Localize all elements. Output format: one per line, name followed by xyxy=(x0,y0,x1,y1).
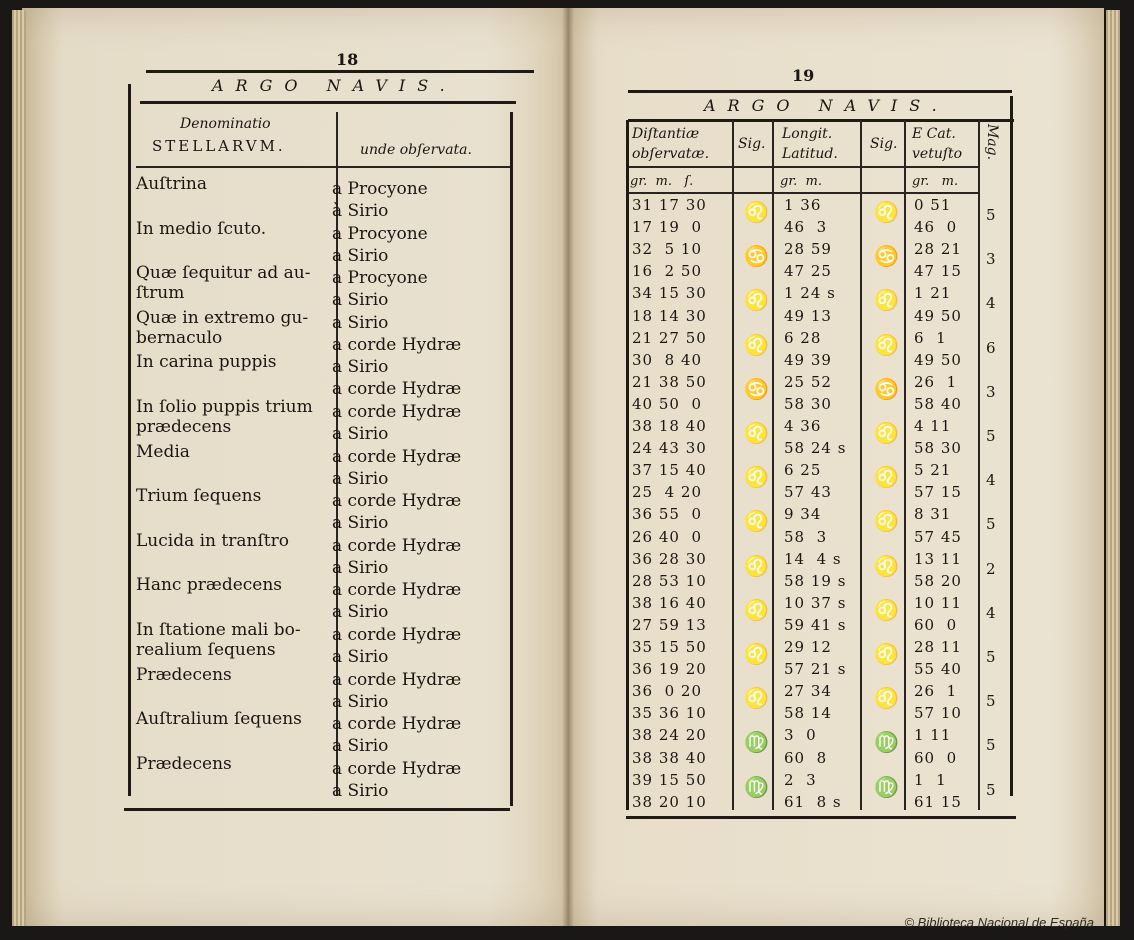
distance-value: 31 17 30 xyxy=(632,196,707,214)
catalog-value: 60 0 xyxy=(914,748,958,767)
zodiac-sign: ♍ xyxy=(744,730,769,755)
longitude-value: 58 30 xyxy=(784,394,832,413)
right-header-sig2: Sig. xyxy=(870,136,898,152)
distance-value: 36 19 20 xyxy=(632,660,707,679)
zodiac-sign: ♍ xyxy=(874,774,899,799)
catalog-value: 57 10 xyxy=(914,704,962,723)
right-divider-4 xyxy=(904,120,906,810)
longitude-value: 2 3 xyxy=(784,770,817,789)
observed-from: a corde Hydræ xyxy=(332,714,462,735)
observed-from: a corde Hydræ xyxy=(332,535,462,556)
distance-value: 32 5 10 xyxy=(632,240,703,259)
catalog-value: 58 40 xyxy=(914,394,962,413)
observed-from: a Sirio xyxy=(332,736,389,757)
distance-value: 40 50 0 xyxy=(632,394,703,413)
right-table-right-border xyxy=(1010,96,1013,796)
longitude-value: 4 36 xyxy=(784,417,822,435)
right-divider-1 xyxy=(732,120,734,810)
distance-value: 36 28 30 xyxy=(632,549,707,568)
right-units-dist: gr. m. ſ. xyxy=(630,174,694,189)
left-header-denominatio: Denominatio xyxy=(180,116,271,132)
observed-from: a corde Hydræ xyxy=(332,402,462,422)
right-header-vetusto: vetuſto xyxy=(912,146,963,162)
catalog-value: 4 11 xyxy=(914,417,952,435)
catalog-value: 49 50 xyxy=(914,350,962,369)
zodiac-sign: ♌ xyxy=(744,332,769,357)
right-header-mag: Mag. xyxy=(984,124,1000,161)
longitude-value: 28 59 xyxy=(784,240,832,259)
right-header-latitud: Latitud. xyxy=(782,146,838,162)
observed-from: a corde Hydræ xyxy=(332,334,462,355)
observed-from: a Sirio xyxy=(332,780,389,801)
observed-from: a corde Hydræ xyxy=(332,379,462,400)
distance-value: 16 2 50 xyxy=(632,262,703,281)
left-header-observata: unde obſervata. xyxy=(360,142,472,158)
observed-from: a Sirio xyxy=(332,602,389,623)
right-header-distantiae: Diſtantiæ xyxy=(632,126,700,142)
longitude-value: 59 41 s xyxy=(784,615,847,634)
observed-from: a Sirio xyxy=(332,468,389,489)
left-page-edge xyxy=(12,10,26,926)
longitude-value: 58 3 xyxy=(784,527,828,546)
longitude-value: 27 34 xyxy=(784,682,832,701)
zodiac-sign: ♌ xyxy=(874,288,899,313)
copyright-notice: © Biblioteca Nacional de España xyxy=(904,915,1094,930)
star-name: In medio ſcuto. xyxy=(136,218,267,239)
magnitude-value: 2 xyxy=(986,559,996,578)
zodiac-sign: ♋ xyxy=(874,376,899,401)
distance-value: 21 27 50 xyxy=(632,328,707,347)
magnitude-value: 5 xyxy=(986,736,996,755)
star-name: Auſtralium ſequens xyxy=(136,709,302,730)
longitude-value: 57 43 xyxy=(784,483,832,502)
catalog-value: 60 0 xyxy=(914,615,958,634)
distance-value: 30 8 40 xyxy=(632,350,703,369)
right-units-long: gr. m. xyxy=(780,174,822,189)
zodiac-sign: ♌ xyxy=(874,642,899,666)
longitude-value: 58 14 xyxy=(784,704,832,723)
left-header-rule xyxy=(136,166,512,168)
left-bottom-rule xyxy=(124,808,510,811)
zodiac-sign: ♌ xyxy=(744,200,769,224)
left-page-title: ARGO NAVIS. xyxy=(212,76,457,95)
observed-from: a Sirio xyxy=(332,691,389,712)
longitude-value: 47 25 xyxy=(784,262,832,281)
observed-from: a Sirio xyxy=(332,513,389,534)
catalog-value: 5 21 xyxy=(914,461,952,480)
zodiac-sign: ♌ xyxy=(744,597,769,622)
distance-value: 38 16 40 xyxy=(632,593,707,612)
observed-from: a Sirio xyxy=(332,245,389,266)
magnitude-value: 5 xyxy=(986,780,996,799)
distance-value: 38 20 10 xyxy=(632,792,707,811)
zodiac-sign: ♌ xyxy=(744,421,769,445)
catalog-value: 57 15 xyxy=(914,483,962,502)
catalog-value: 0 51 xyxy=(914,196,952,214)
distance-value: 26 40 0 xyxy=(632,527,703,546)
distance-value: 17 19 0 xyxy=(632,218,703,237)
longitude-value: 25 52 xyxy=(784,372,832,391)
longitude-value: 14 4 s xyxy=(784,549,842,568)
right-header-observatae: obſervatæ. xyxy=(632,146,710,162)
left-page-number: 18 xyxy=(336,50,359,69)
catalog-value: 1 11 xyxy=(914,726,952,745)
zodiac-sign: ♋ xyxy=(744,244,769,269)
catalog-value: 46 0 xyxy=(914,218,958,237)
observed-from: a corde Hydræ xyxy=(332,758,462,779)
longitude-value: 60 8 xyxy=(784,748,828,767)
star-name: Auſtrina xyxy=(136,174,207,194)
observed-from: a Procyone xyxy=(332,223,428,244)
magnitude-value: 6 xyxy=(986,338,996,357)
star-name: Quæ ſequitur ad au- ſtrum xyxy=(136,263,311,304)
right-divider-3 xyxy=(860,120,862,810)
catalog-value: 58 20 xyxy=(914,571,962,590)
longitude-value: 49 13 xyxy=(784,306,832,325)
magnitude-value: 3 xyxy=(986,382,996,401)
zodiac-sign: ♍ xyxy=(744,774,769,799)
right-divider-5 xyxy=(978,120,980,810)
longitude-value: 58 19 s xyxy=(784,571,847,590)
left-title-rule xyxy=(140,101,516,104)
longitude-value: 6 28 xyxy=(784,328,822,347)
zodiac-sign: ♌ xyxy=(874,200,899,224)
catalog-value: 6 1 xyxy=(914,328,947,347)
zodiac-sign: ♌ xyxy=(744,509,769,534)
distance-value: 38 24 20 xyxy=(632,726,707,745)
distance-value: 25 4 20 xyxy=(632,483,703,502)
longitude-value: 1 36 xyxy=(784,196,822,214)
observed-from: a corde Hydræ xyxy=(332,491,462,512)
zodiac-sign: ♌ xyxy=(744,642,769,666)
catalog-value: 28 21 xyxy=(914,240,962,259)
catalog-value: 57 45 xyxy=(914,527,962,546)
magnitude-value: 3 xyxy=(986,250,996,269)
longitude-value: 9 34 xyxy=(784,505,822,524)
catalog-value: 26 1 xyxy=(914,682,958,701)
observed-from: a Sirio xyxy=(332,290,389,311)
star-name: Quæ in extremo gu- bernaculo xyxy=(136,307,309,348)
longitude-value: 61 8 s xyxy=(784,792,842,811)
longitude-value: 58 24 s xyxy=(784,439,847,458)
catalog-value: 47 15 xyxy=(914,262,962,281)
zodiac-sign: ♌ xyxy=(874,421,899,445)
right-bottom-rule xyxy=(626,816,1016,819)
distance-value: 39 15 50 xyxy=(632,770,707,789)
zodiac-sign: ♌ xyxy=(874,553,899,578)
catalog-value: 10 11 xyxy=(914,593,962,612)
distance-value: 21 38 50 xyxy=(632,372,707,391)
observed-from: a Sirio xyxy=(332,357,389,378)
right-units-rule xyxy=(628,192,980,194)
right-top-rule xyxy=(628,90,1012,93)
zodiac-sign: ♌ xyxy=(874,509,899,534)
star-name: Lucida in tranſtro xyxy=(136,530,289,551)
magnitude-value: 4 xyxy=(986,603,996,622)
catalog-value: 61 15 xyxy=(914,792,962,811)
catalog-value: 1 1 xyxy=(914,770,947,789)
zodiac-sign: ♌ xyxy=(744,686,769,711)
observed-from: a corde Hydræ xyxy=(332,446,462,467)
right-table-left-border xyxy=(626,120,629,810)
distance-value: 35 36 10 xyxy=(632,704,707,723)
observed-from: a Sirio xyxy=(332,312,389,333)
star-name: Prædecens xyxy=(136,664,232,685)
distance-value: 38 38 40 xyxy=(632,748,707,767)
distance-value: 38 18 40 xyxy=(632,417,707,435)
magnitude-value: 5 xyxy=(986,692,996,711)
observed-from: à Sirio xyxy=(332,201,389,221)
star-name: In ſtatione mali bo- realium ſequens xyxy=(136,620,301,660)
distance-value: 36 0 20 xyxy=(632,682,703,701)
distance-value: 37 15 40 xyxy=(632,461,707,480)
distance-value: 34 15 30 xyxy=(632,284,707,303)
star-name: Trium ſequens xyxy=(136,486,262,507)
distance-value: 35 15 50 xyxy=(632,638,707,656)
zodiac-sign: ♌ xyxy=(874,686,899,711)
left-header-stellarum: STELLARVM. xyxy=(152,137,286,155)
right-header-longit: Longit. xyxy=(782,126,833,142)
catalog-value: 13 11 xyxy=(914,549,962,568)
observed-from: a corde Hydræ xyxy=(332,669,462,690)
zodiac-sign: ♌ xyxy=(744,288,769,313)
star-name: Prædecens xyxy=(136,753,232,774)
right-units-cat: gr. m. xyxy=(912,174,959,189)
zodiac-sign: ♋ xyxy=(744,376,769,401)
longitude-value: 3 0 xyxy=(784,726,817,745)
zodiac-sign: ♌ xyxy=(874,332,899,357)
catalog-value: 49 50 xyxy=(914,306,962,325)
right-title-rule xyxy=(628,119,1014,122)
star-name: Hanc prædecens xyxy=(136,575,283,596)
distance-value: 24 43 30 xyxy=(632,439,707,458)
zodiac-sign: ♌ xyxy=(744,553,769,578)
right-divider-2 xyxy=(772,120,774,810)
magnitude-value: 4 xyxy=(986,471,996,490)
distance-value: 27 59 13 xyxy=(632,615,707,634)
observed-from: a corde Hydræ xyxy=(332,580,462,601)
zodiac-sign: ♋ xyxy=(874,244,899,269)
right-page-number: 19 xyxy=(792,66,815,85)
right-header-rule xyxy=(628,166,980,168)
distance-value: 36 55 0 xyxy=(632,505,703,524)
observed-from: a Sirio xyxy=(332,557,389,578)
longitude-value: 49 39 xyxy=(784,350,832,369)
observed-from: a Procyone xyxy=(332,179,428,199)
longitude-value: 6 25 xyxy=(784,461,822,480)
longitude-value: 29 12 xyxy=(784,638,832,656)
magnitude-value: 5 xyxy=(986,427,996,445)
magnitude-value: 5 xyxy=(986,515,996,534)
longitude-value: 10 37 s xyxy=(784,593,847,612)
observed-from: a corde Hydræ xyxy=(332,625,462,645)
catalog-value: 26 1 xyxy=(914,372,958,391)
star-name: In carina puppis xyxy=(136,352,277,373)
zodiac-sign: ♌ xyxy=(874,597,899,622)
longitude-value: 1 24 s xyxy=(784,284,836,303)
left-table-left-border xyxy=(128,84,131,796)
distance-value: 28 53 10 xyxy=(632,571,707,590)
catalog-value: 28 11 xyxy=(914,638,962,656)
longitude-value: 46 3 xyxy=(784,218,828,237)
right-header-sig: Sig. xyxy=(738,136,766,152)
left-top-rule xyxy=(146,70,534,73)
magnitude-value: 5 xyxy=(986,206,996,224)
star-name: In ſolio puppis trium prædecens xyxy=(136,397,313,437)
book-gutter xyxy=(562,8,574,926)
zodiac-sign: ♍ xyxy=(874,730,899,755)
observed-from: a Procyone xyxy=(332,268,428,289)
magnitude-value: 4 xyxy=(986,294,996,313)
magnitude-value: 5 xyxy=(986,648,996,666)
catalog-value: 55 40 xyxy=(914,660,962,679)
star-name: Media xyxy=(136,441,190,462)
right-page-title: ARGO NAVIS. xyxy=(704,96,949,115)
zodiac-sign: ♌ xyxy=(744,465,769,490)
observed-from: a Sirio xyxy=(332,647,389,667)
observed-from: a Sirio xyxy=(332,424,389,444)
catalog-value: 1 21 xyxy=(914,284,952,303)
catalog-value: 8 31 xyxy=(914,505,952,524)
longitude-value: 57 21 s xyxy=(784,660,847,679)
catalog-value: 58 30 xyxy=(914,439,962,458)
zodiac-sign: ♌ xyxy=(874,465,899,490)
distance-value: 18 14 30 xyxy=(632,306,707,325)
right-page-edge xyxy=(1106,10,1120,926)
right-header-ecat: E Cat. xyxy=(912,126,956,142)
